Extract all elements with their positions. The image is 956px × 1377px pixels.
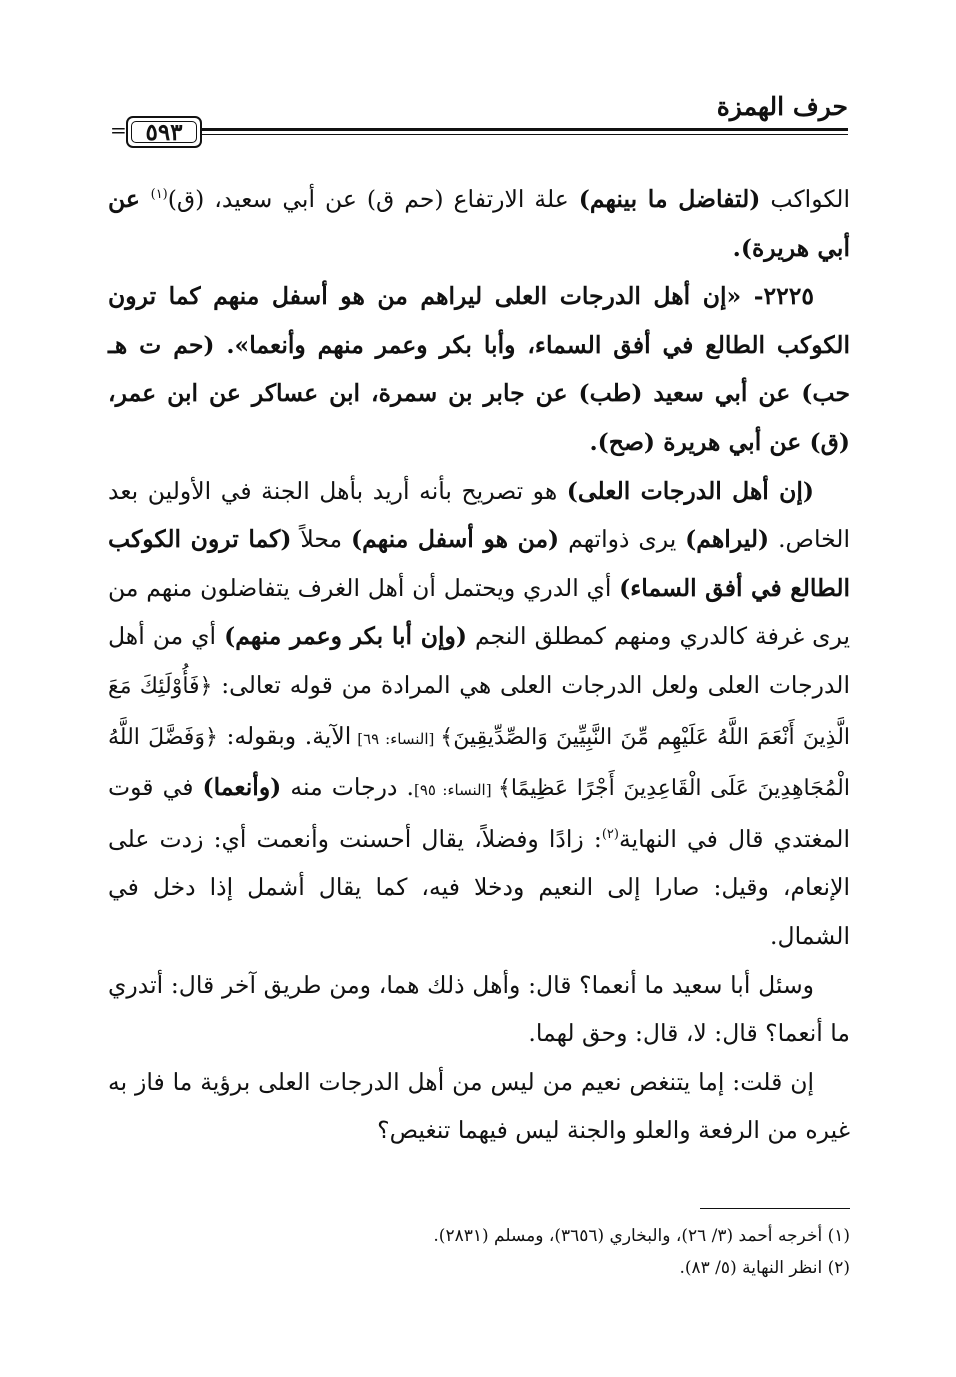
text-run: الكواكب [760, 185, 851, 213]
footnote-divider [700, 1208, 850, 1209]
paragraph: إن قلت: إما يتنغص نعيم من ليس من أهل الدرجات العلى برؤية ما فاز به غيره من الرفعة والعلو والجنة ليس فيهما تنغيص؟ [108, 1067, 850, 1145]
text-run: . درجات منه [281, 773, 414, 802]
text-run: عن أبي هريرة). [108, 185, 850, 262]
quoted-phrase: (وإن أبا بكر وعمر منهم) [224, 622, 468, 651]
main-text [108, 175, 850, 1155]
commentary-paragraph [108, 467, 850, 961]
header-rule-thin [202, 134, 848, 135]
quoted-phrase: (كما ترون الكوكب الطالع في أفق السماء) [108, 525, 851, 602]
text-run: علة الارتفاع (حم ق) عن أبي سعيد، (ق) [167, 185, 579, 213]
page-number: ٥٩٣ [145, 118, 183, 146]
quoted-phrase: (وأنعما) [202, 773, 282, 802]
hadith-2225: ٢٢٢٥- «إن أهل الدرجات العلى ليراهم من هو أسفل منهم كما ترون الكوكب الطالع في أفق السماء، وأبا بكر وعمر منهم وأنعما». (حم ت هـ حب) عن أبي سعيد (طب) عن جابر بن سمرة، ابن عساكر عن ابن عمر،(ق) عن أبي هريرة (صح). [108, 282, 850, 456]
chapter-title: حرف الهمزة [716, 92, 848, 121]
footnote-ref-2: (٢) [601, 826, 619, 842]
paragraph-continued [108, 175, 850, 272]
verse-reference: [النساء: ٩٥] [414, 781, 498, 800]
quoted-phrase: (إن أهل الدرجات العلى) [566, 476, 814, 505]
text-run: في قوت المغتدي قال في النهاية [108, 773, 850, 853]
text-run: يرى ذواتهم [559, 525, 686, 554]
paragraph: وسئل أبا سعيد ما أنعما؟ قال: وأهل ذلك هما، ومن طريق آخر قال: أتدري ما أنعما؟ قال: لا، قال: وحق لهما. [108, 970, 850, 1048]
page-header [110, 92, 848, 152]
footnotes [108, 1220, 850, 1284]
text-run: : زادًا وفضلاً، يقال أحسنت وأنعمت أي: زدت على الإنعام، وقيل: صارا إلى النعيم ودخلا فيه، كما يقال أشمل إذا دخل في الشمال. [108, 824, 850, 950]
text-run: محلاً [291, 525, 352, 554]
header-rule [202, 128, 848, 131]
footnote-2: (٢) انظر النهاية (٥/ ٨٣). [679, 1258, 850, 1278]
quoted-phrase: (من هو أسفل منهم) [351, 525, 560, 554]
verse-reference: [النساء: ٦٩] [351, 729, 441, 748]
text-run: أي من أهل الدرجات العلى ولعل الدرجات العلى هي المرادة من قوله تعالى: [108, 622, 850, 699]
text-run: الآية. وبقوله: [217, 721, 352, 750]
text-run: أي الدري ويحتمل أن أهل الغرف يتفاضلون منهم من يرى غرفة كالدري ومنهم كمطلق النجم [108, 573, 851, 651]
quoted-phrase: (ليراهم) [685, 525, 770, 554]
quoted-phrase: (لتفاضل ما بينهم) [578, 185, 761, 213]
edge-mark: = [110, 118, 127, 142]
quran-verse: ﴿فَأُوْلَئِكَ مَعَ الَّذِينَ أَنْعَمَ اللَّهُ عَلَيْهِم مِّنَ النَّبِيِّينَ وَالصِّدِّيقِينَ﴾ [108, 673, 851, 750]
footnote-1: (١) أخرجه أحمد (٣/ ٢٦)، والبخاري (٣٦٥٦)، ومسلم (٢٨٣١). [433, 1226, 850, 1246]
text-run: هو تصريح بأنه أريد بأهل الجنة في الأولين بعد الخاص. [108, 476, 850, 554]
page-number-box [126, 116, 202, 148]
quran-verse: ﴿وَفَضَّلَ اللَّهُ الْمُجَاهِدِينَ عَلَى الْقَاعِدِينَ أَجْرًا عَظِيمًا﴾ [108, 724, 850, 802]
footnote-ref-1: (١) [150, 187, 168, 203]
